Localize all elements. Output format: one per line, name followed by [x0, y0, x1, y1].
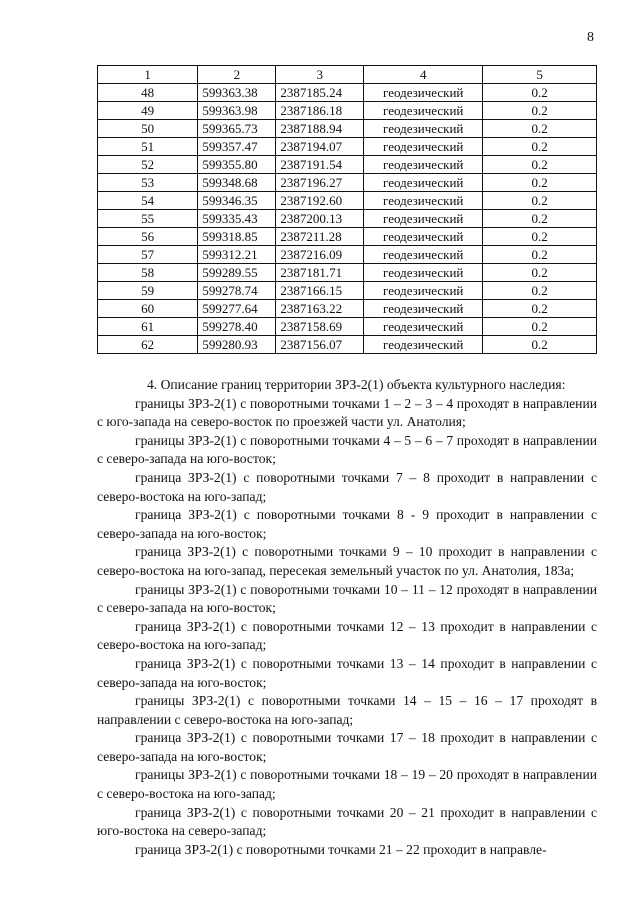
table-cell: 599355.80 [198, 156, 276, 174]
table-cell: 57 [98, 246, 198, 264]
paragraph: границы ЗРЗ-2(1) с поворотными точками 4 – 5 – 6 – 7 проходят в направлении с северо-запада на юго-восток; [97, 432, 597, 467]
table-cell: 2387200.13 [276, 210, 364, 228]
table-cell: геодезический [364, 192, 483, 210]
paragraph: граница ЗРЗ-2(1) с поворотными точками 20 – 21 проходит в направлении с юго-востока на северо-запад; [97, 804, 597, 839]
table-cell: 56 [98, 228, 198, 246]
table-cell: 2387192.60 [276, 192, 364, 210]
table-cell: 2387163.22 [276, 300, 364, 318]
table-cell: 2387185.24 [276, 84, 364, 102]
table-cell: 60 [98, 300, 198, 318]
table-cell: 0.2 [483, 336, 597, 354]
table-cell: 0.2 [483, 282, 597, 300]
table-cell: 59 [98, 282, 198, 300]
table-cell: 599280.93 [198, 336, 276, 354]
table-row [98, 264, 597, 282]
table-cell: 2387194.07 [276, 138, 364, 156]
paragraph: граница ЗРЗ-2(1) с поворотными точками 17 – 18 проходит в направлении с северо-запада на юго-восток; [97, 730, 597, 764]
column-header: 4 [364, 66, 483, 84]
table-cell: геодезический [364, 282, 483, 300]
table-row [98, 156, 597, 174]
table-cell: геодезический [364, 336, 483, 354]
table-cell: 0.2 [483, 120, 597, 138]
table-cell: 2387166.15 [276, 282, 364, 300]
table-cell: 599363.98 [198, 102, 276, 120]
coordinates-table [97, 65, 597, 354]
table-cell: 0.2 [483, 318, 597, 336]
table-row [98, 318, 597, 336]
table-cell: 2387156.07 [276, 336, 364, 354]
table-cell: 58 [98, 264, 198, 282]
table-cell: 599346.35 [198, 192, 276, 210]
table-header-row [98, 66, 597, 84]
table-row [98, 210, 597, 228]
table-cell: 599335.43 [198, 210, 276, 228]
table-cell: 52 [98, 156, 198, 174]
paragraph-list [97, 395, 597, 860]
column-header: 5 [483, 66, 597, 84]
section-heading: 4. Описание границ территории ЗРЗ-2(1) объекта культурного наследия: [147, 377, 566, 392]
table-cell: 48 [98, 84, 198, 102]
table-cell: геодезический [364, 318, 483, 336]
table-cell: 599278.40 [198, 318, 276, 336]
table-row [98, 246, 597, 264]
table-cell: 54 [98, 192, 198, 210]
table-cell: 599348.68 [198, 174, 276, 192]
paragraph: граница ЗРЗ-2(1) с поворотными точками 8 - 9 проходит в направлении с северо-запада на юго-восток; [97, 507, 597, 541]
paragraph: границы ЗРЗ-2(1) с поворотными точками 10 – 11 – 12 проходят в направлении с северо-запада на юго-восток; [97, 581, 597, 616]
table-cell: 2387181.71 [276, 264, 364, 282]
table-cell: 2387191.54 [276, 156, 364, 174]
paragraph: границы ЗРЗ-2(1) с поворотными точками 14 – 15 – 16 – 17 проходят в направлении с северо-востока на юго-запад; [97, 693, 597, 727]
table-cell: 0.2 [483, 138, 597, 156]
table-cell: 599277.64 [198, 300, 276, 318]
table-cell: геодезический [364, 138, 483, 156]
table-cell: 0.2 [483, 210, 597, 228]
table-row [98, 84, 597, 102]
boundary-description [97, 376, 597, 859]
table-cell: 50 [98, 120, 198, 138]
table-cell: 599289.55 [198, 264, 276, 282]
table-cell: геодезический [364, 264, 483, 282]
table-cell: 0.2 [483, 156, 597, 174]
table-cell: геодезический [364, 120, 483, 138]
table-cell: 61 [98, 318, 198, 336]
table-cell: 49 [98, 102, 198, 120]
table-cell: геодезический [364, 156, 483, 174]
paragraph: граница ЗРЗ-2(1) с поворотными точками 21 – 22 проходит в направле- [135, 841, 547, 857]
paragraph: границы ЗРЗ-2(1) с поворотными точками 1 – 2 – 3 – 4 проходят в направлении с юго-запада на северо-восток по проезжей части ул. Анатолия; [97, 395, 597, 430]
paragraph: граница ЗРЗ-2(1) с поворотными точками 12 – 13 проходит в направлении с северо-востока на юго-запад; [97, 618, 597, 653]
table-row [98, 282, 597, 300]
table-cell: геодезический [364, 210, 483, 228]
table-row [98, 138, 597, 156]
table-cell: 53 [98, 174, 198, 192]
table-cell: геодезический [364, 300, 483, 318]
column-header: 3 [276, 66, 364, 84]
column-header: 1 [98, 66, 198, 84]
table-cell: 62 [98, 336, 198, 354]
table-cell: 599278.74 [198, 282, 276, 300]
table-cell: 2387186.18 [276, 102, 364, 120]
table-cell: 51 [98, 138, 198, 156]
table-cell: 0.2 [483, 228, 597, 246]
table-row [98, 174, 597, 192]
table-cell: 599312.21 [198, 246, 276, 264]
table-cell: 599357.47 [198, 138, 276, 156]
table-row [98, 120, 597, 138]
page-number: 8 [587, 30, 594, 45]
paragraph: граница ЗРЗ-2(1) с поворотными точками 13 – 14 проходит в направлении с северо-запада на юго-восток; [97, 655, 597, 690]
table-cell: 0.2 [483, 300, 597, 318]
table-cell: 0.2 [483, 84, 597, 102]
table-row [98, 336, 597, 354]
table-cell: 0.2 [483, 102, 597, 120]
table-cell: 0.2 [483, 264, 597, 282]
table-cell: 2387196.27 [276, 174, 364, 192]
table-row [98, 228, 597, 246]
column-header: 2 [198, 66, 276, 84]
table-cell: 0.2 [483, 174, 597, 192]
table-cell: геодезический [364, 102, 483, 120]
table-cell: 2387158.69 [276, 318, 364, 336]
table-cell: геодезический [364, 246, 483, 264]
table-cell: 599318.85 [198, 228, 276, 246]
table-cell: 0.2 [483, 246, 597, 264]
table-cell: 2387216.09 [276, 246, 364, 264]
table-cell: 2387211.28 [276, 228, 364, 246]
table-cell: 599365.73 [198, 120, 276, 138]
paragraph: границы ЗРЗ-2(1) с поворотными точками 18 – 19 – 20 проходят в направлении с северо-востока на юго-запад; [97, 767, 597, 802]
paragraph: граница ЗРЗ-2(1) с поворотными точками 9 – 10 проходит в направлении с северо-востока на юго-запад, пересекая земельный участок по ул. Анатолия, 183а; [97, 544, 597, 578]
table-row [98, 192, 597, 210]
table-cell: 0.2 [483, 192, 597, 210]
table-cell: 599363.38 [198, 84, 276, 102]
table-cell: геодезический [364, 174, 483, 192]
table-row [98, 102, 597, 120]
table-cell: 55 [98, 210, 198, 228]
paragraph: граница ЗРЗ-2(1) с поворотными точками 7 – 8 проходит в направлении с северо-востока на юго-запад; [97, 469, 597, 504]
table-row [98, 300, 597, 318]
table-cell: 2387188.94 [276, 120, 364, 138]
table-cell: геодезический [364, 84, 483, 102]
table-cell: геодезический [364, 228, 483, 246]
